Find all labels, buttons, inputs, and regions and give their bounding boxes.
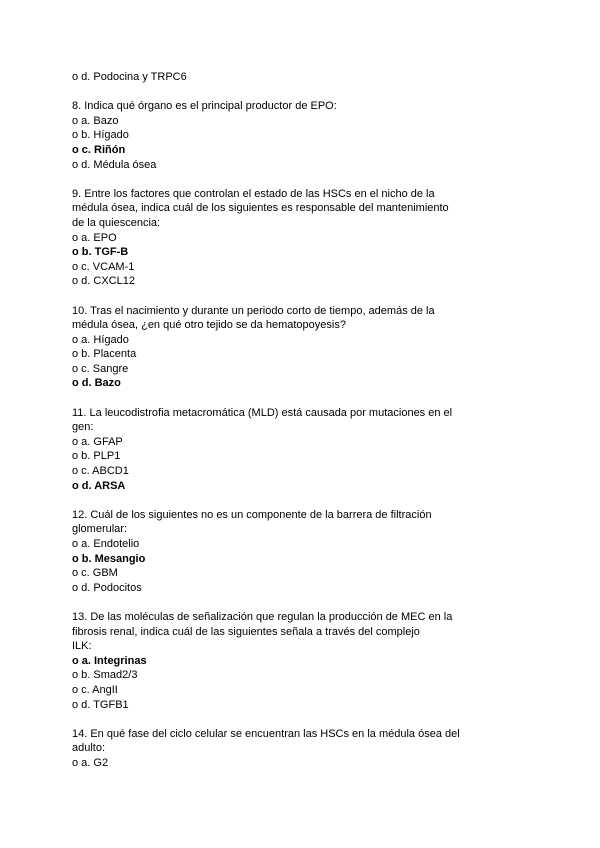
question-9 [72, 187, 472, 289]
option-c: o c. GBM [72, 567, 118, 580]
option-d: o d. CXCL12 [72, 275, 135, 288]
question-11 [72, 406, 472, 494]
option-b-correct: o b. TGF-B [72, 246, 129, 259]
question-text-line: 11. La leucodistrofia metacromática (MLD) está causada por mutaciones en el [72, 406, 453, 419]
question-text-line: 9. Entre los factores que controlan el estado de las HSCs en el nicho de la [72, 187, 435, 200]
option-c: o c. AngII [72, 683, 118, 696]
option-d-correct: o d. Bazo [72, 377, 121, 390]
option-d: o d. Médula ósea [72, 158, 157, 171]
option-a: o a. G2 [72, 756, 109, 769]
option-a: o a. Endotelio [72, 538, 140, 550]
previous-question-tail [72, 70, 472, 85]
question-13 [72, 610, 472, 712]
question-8 [72, 99, 472, 172]
question-text-line: fibrosis renal, indica cuál de las siguientes señala a través del complejo [72, 625, 420, 638]
question-14 [72, 727, 472, 771]
option-b: o b. Smad2/3 [72, 669, 138, 682]
quiz-content [72, 70, 472, 785]
option-b-correct: o b. Mesangio [72, 552, 146, 565]
option-a: o a. Hígado [72, 333, 129, 346]
option-d: o d. Podocitos [72, 581, 142, 594]
question-text-line: gen: [72, 421, 94, 434]
question-text-line: médula ósea, ¿en qué otro tejido se da hematopoyesis? [72, 319, 346, 332]
option-a: o a. EPO [72, 231, 117, 244]
option-a-correct: o a. Integrinas [72, 654, 147, 667]
option-b: o b. PLP1 [72, 450, 121, 463]
question-text-line: 10. Tras el nacimiento y durante un periodo corto de tiempo, además de la [72, 304, 435, 317]
option-c-correct: o c. Riñón [72, 143, 126, 156]
question-text-line: 13. De las moléculas de señalización que regulan la producción de MEC en la [72, 610, 453, 623]
option-a: o a. GFAP [72, 435, 123, 448]
question-text-line: glomerular: [72, 523, 128, 536]
option-line: o d. Podocina y TRPC6 [72, 71, 187, 83]
option-c: o c. VCAM-1 [72, 260, 135, 273]
question-text-line: 8. Indica qué órgano es el principal productor de EPO: [72, 100, 337, 113]
option-c: o c. Sangre [72, 362, 129, 375]
option-c: o c. ABCD1 [72, 465, 129, 478]
option-d-correct: o d. ARSA [72, 479, 126, 492]
question-text-line: adulto: [72, 742, 106, 755]
question-text-line: 14. En qué fase del ciclo celular se encuentran las HSCs en la médula ósea del [72, 727, 460, 740]
question-text-line: médula ósea, indica cuál de los siguientes es responsable del mantenimiento [72, 202, 449, 215]
option-a: o a. Bazo [72, 114, 119, 127]
question-10 [72, 304, 472, 392]
option-b: o b. Placenta [72, 348, 137, 361]
question-text-line: ILK: [72, 640, 92, 653]
option-d: o d. TGFB1 [72, 698, 129, 711]
question-text-line: de la quiescencia: [72, 216, 161, 229]
option-b: o b. Hígado [72, 129, 129, 142]
question-12 [72, 508, 472, 596]
question-text-line: 12. Cuál de los siguientes no es un componente de la barrera de filtración [72, 508, 432, 521]
